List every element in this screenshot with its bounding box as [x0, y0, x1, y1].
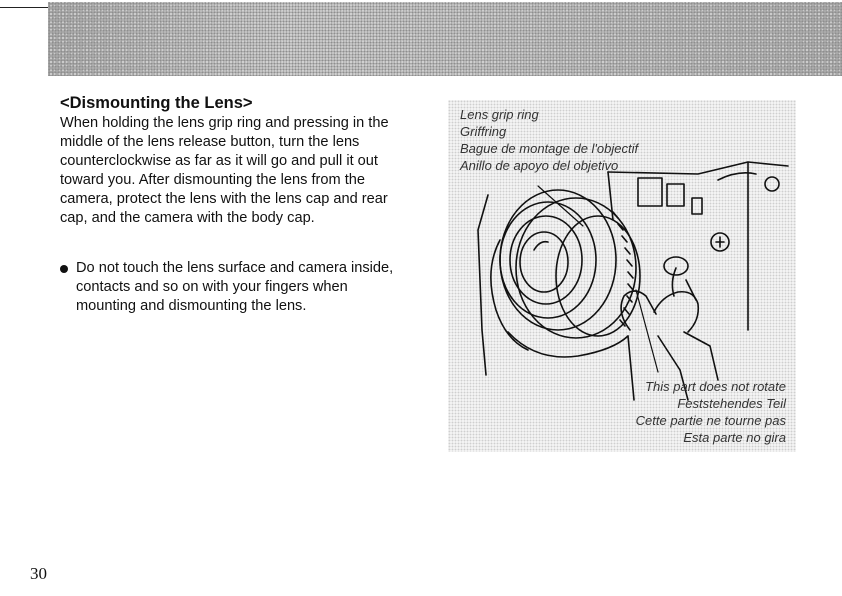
page-number: 30	[30, 564, 47, 583]
label-german: Feststehendes Teil	[677, 396, 786, 411]
label-english: Lens grip ring	[460, 107, 539, 122]
instructions-paragraph: When holding the lens grip ring and pressing in the middle of the lens release button, turn the lens counterclockwise as far as it will go and pull it out toward you. After dismounting the lens from the camera, protect the lens with the lens cap and rear cap, and the camera with the body cap.	[60, 115, 389, 226]
caution-bullet	[60, 259, 400, 316]
top-rule	[0, 7, 50, 8]
label-spanish: Esta parte no gira	[683, 430, 786, 445]
label-spanish: Anillo de apoyo del objetivo	[460, 158, 619, 173]
lens-grip-ring-label	[460, 106, 638, 174]
label-english: This part does not rotate	[645, 379, 786, 394]
bullet-dot-icon	[60, 265, 68, 273]
label-french: Bague de montage de l'objectif	[460, 141, 639, 156]
caution-text: Do not touch the lens surface and camera inside, contacts and so on with your fingers when mounting and dismounting the lens.	[76, 260, 394, 314]
section-title: <Dismounting the Lens>	[60, 94, 253, 112]
fixed-part-label	[636, 378, 786, 446]
header-band	[48, 2, 842, 76]
label-german: Griffring	[460, 124, 507, 139]
label-french: Cette partie ne tourne pas	[635, 413, 786, 428]
